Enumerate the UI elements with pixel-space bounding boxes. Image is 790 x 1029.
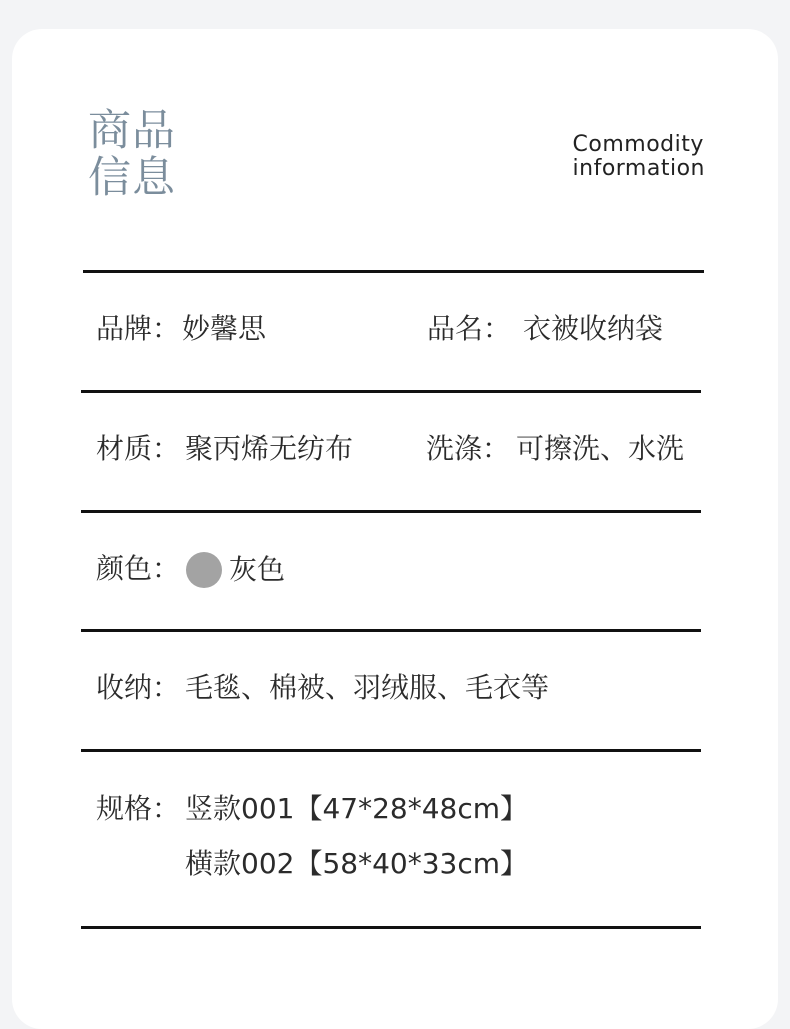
divider-3 xyxy=(81,629,701,632)
divider-top xyxy=(83,270,704,273)
color-value: 灰色 xyxy=(229,553,286,586)
brand-label: 品牌： xyxy=(96,312,181,345)
color-label: 颜色： xyxy=(96,552,181,585)
spec-label: 规格： xyxy=(96,792,181,825)
storage-label: 收纳： xyxy=(96,671,181,704)
title-en-line-2: information xyxy=(572,156,705,181)
title-cn-line-2: 信息 xyxy=(88,153,176,203)
washing-value: 可擦洗、水洗 xyxy=(516,432,685,465)
product-name-label: 品名： xyxy=(427,312,512,345)
product-name-value: 衣被收纳袋 xyxy=(523,312,664,345)
color-swatch xyxy=(186,552,222,588)
divider-1 xyxy=(81,390,701,393)
section-title-chinese xyxy=(88,108,176,202)
material-value: 聚丙烯无纺布 xyxy=(185,432,354,465)
spec-item-2: 横款002【58*40*33cm】 xyxy=(185,847,529,880)
divider-2 xyxy=(81,510,701,513)
material-label: 材质： xyxy=(96,432,181,465)
divider-bottom xyxy=(81,926,701,929)
washing-label: 洗涤： xyxy=(426,432,511,465)
title-en-line-1: Commodity xyxy=(572,132,704,157)
divider-4 xyxy=(81,749,701,752)
spec-item-1: 竖款001【47*28*48cm】 xyxy=(185,792,529,825)
section-title-english xyxy=(573,133,705,181)
brand-value: 妙馨思 xyxy=(182,312,267,345)
storage-value: 毛毯、棉被、羽绒服、毛衣等 xyxy=(185,671,550,704)
title-cn-line-1: 商品 xyxy=(88,106,176,156)
